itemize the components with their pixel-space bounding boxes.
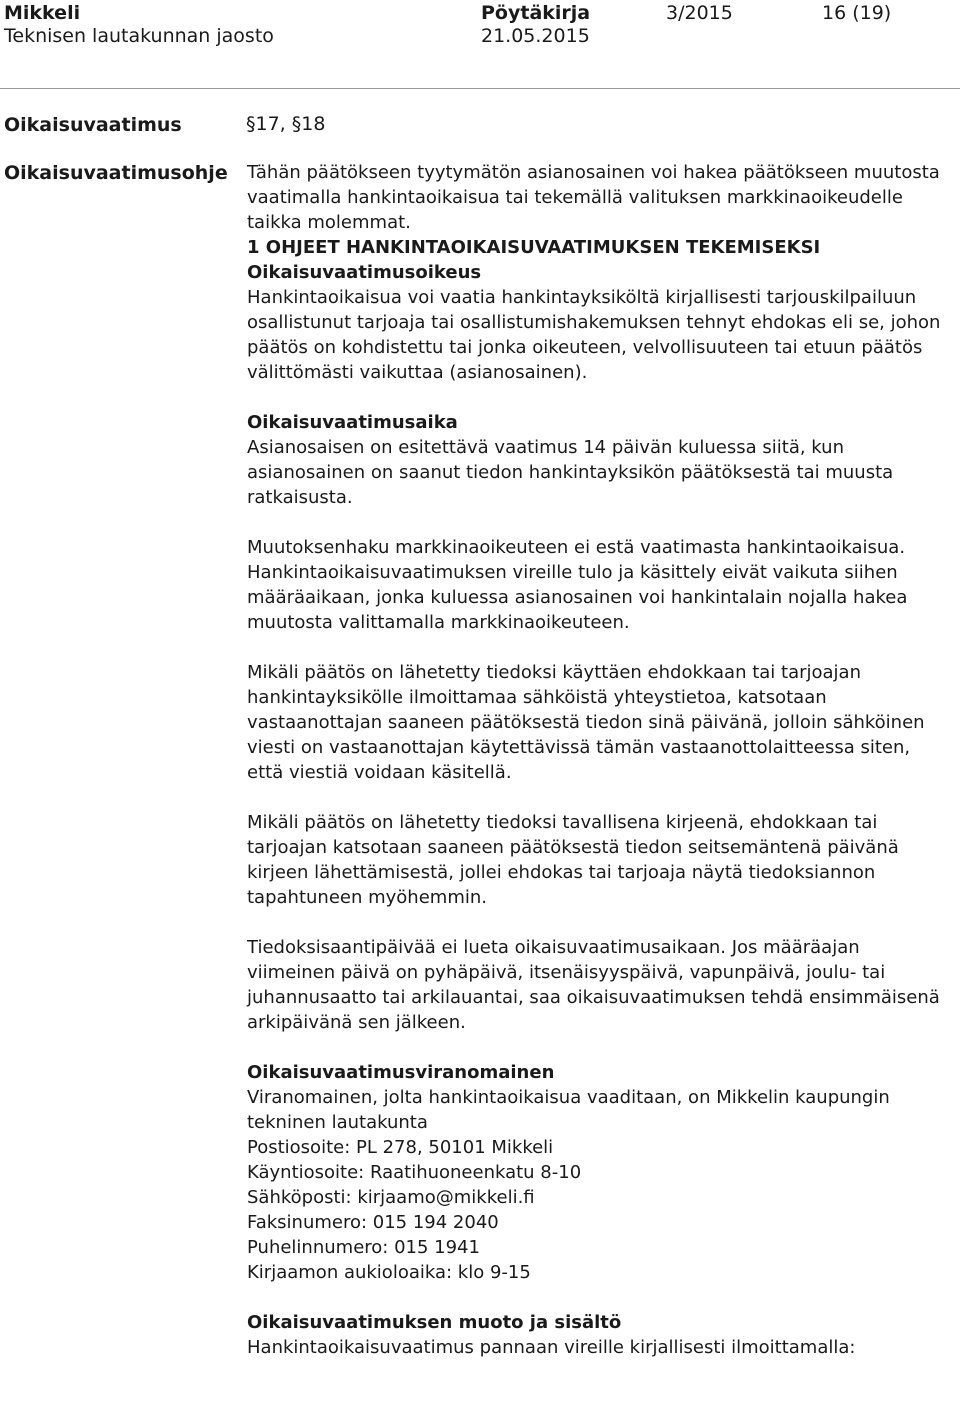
form-heading: Oikaisuvaatimuksen muoto ja sisältö (247, 1312, 622, 1333)
authority-phone: Puhelinnumero: 015 1941 (247, 1237, 480, 1258)
intro-text: Tähän päätökseen tyytymätön asianosainen voi hakea päätökseen muutosta vaatimalla hankintaoikaisua tai tekemällä valituksen markkinaoikeudelle taikka molemmat. (247, 162, 940, 233)
right-heading: Oikaisuvaatimusoikeus (247, 262, 482, 283)
form-text: Hankintaoikaisuvaatimus pannaan vireille kirjallisesti ilmoittamalla: (247, 1337, 856, 1358)
authority-postal: Postiosoite: PL 278, 50101 Mikkeli (247, 1137, 554, 1158)
meeting-date: 21.05.2015 (481, 25, 590, 47)
time-heading: Oikaisuvaatimusaika (247, 412, 458, 433)
authority-hours: Kirjaamon aukioloaika: klo 9-15 (247, 1262, 531, 1283)
authority-visiting: Käyntiosoite: Raatihuoneenkatu 8-10 (247, 1162, 582, 1183)
section-label: Oikaisuvaatimus (4, 114, 182, 136)
org-name: Mikkeli (4, 2, 81, 24)
right-text: Hankintaoikaisua voi vaatia hankintayksiköltä kirjallisesti tarjouskilpailuun osallistunut tarjoaja tai osallistumishakemuksen tehnyt ehdokas eli se, johon päätös on kohdistettu tai jonka oikeuteen, velvollisuuteen tai etuun päätös välittömästi vaikuttaa (asianosainen). (247, 287, 941, 383)
letter-notice-text: Mikäli päätös on lähetetty tiedoksi tavallisena kirjeenä, ehdokkaan tai tarjoajan katsotaan saaneen päätöksestä tiedon seitsemäntenä päivänä kirjeen lähettämisestä, jollei ehdokas tai tarjoaja näytä tiedoksiannon tapahtuneen myöhemmin. (247, 812, 899, 908)
document-type: Pöytäkirja (481, 2, 591, 24)
authority-heading: Oikaisuvaatimusviranomainen (247, 1062, 555, 1083)
time-text: Asianosaisen on esitettävä vaatimus 14 päivän kuluessa siitä, kun asianosainen on saanut tiedon hankintayksikön päätöksestä tai muusta ratkaisusta. (247, 437, 894, 508)
header-divider (0, 88, 960, 89)
main-heading: 1 OHJEET HANKINTAOIKAISUVAATIMUKSEN TEKEMISEKSI (247, 237, 821, 258)
authority-email: Sähköposti: kirjaamo@mikkeli.fi (247, 1187, 535, 1208)
authority-line: Viranomainen, jolta hankintaoikaisua vaaditaan, on Mikkelin kaupungin tekninen lautakunta (247, 1087, 890, 1133)
deadline-text: Tiedoksisaantipäivää ei lueta oikaisuvaatimusaikaan. Jos määräajan viimeinen päivä on pyhäpäivä, itsenäisyyspäivä, vapunpäivä, joulu- tai juhannusaatto tai arkilauantai, saa oikaisuvaatimuksen tehdä ensimmäisenä arkipäivänä sen jälkeen. (247, 937, 940, 1033)
electronic-notice-text: Mikäli päätös on lähetetty tiedoksi käyttäen ehdokkaan tai tarjoajan hankintayksikölle ilmoittamaa sähköistä yhteystietoa, katsotaan vastaanottajan saaneen päätöksestä tiedon sinä päivänä, jolloin sähköinen viesti on vastaanottajan käytettävissä tämän vastaanottolaitteessa siten, että viestiä voidaan käsitellä. (247, 662, 925, 783)
guide-body (247, 160, 947, 1360)
authority-fax: Faksinumero: 015 194 2040 (247, 1212, 499, 1233)
document-header (0, 0, 960, 90)
guide-label: Oikaisuvaatimusohje (4, 162, 228, 184)
document-number: 3/2015 (666, 2, 733, 24)
committee-name: Teknisen lautakunnan jaosto (4, 25, 274, 47)
appeal-text: Muutoksenhaku markkinaoikeuteen ei estä vaatimasta hankintaoikaisua. Hankintaoikaisuvaatimuksen vireille tulo ja käsittely eivät vaikuta siihen määräaikaan, jonka kuluessa asianosainen voi hankintalain nojalla hakea muutosta valittamalla markkinaoikeuteen. (247, 537, 908, 633)
section-references: §17, §18 (246, 113, 326, 135)
page-number: 16 (19) (822, 2, 892, 24)
